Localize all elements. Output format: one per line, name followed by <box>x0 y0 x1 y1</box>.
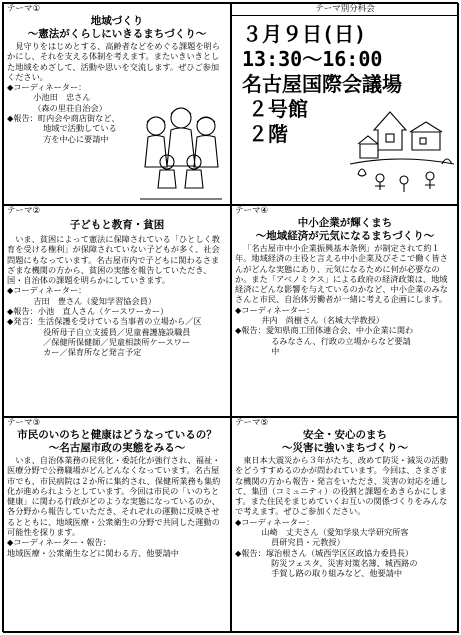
theme-3-body <box>4 455 230 558</box>
theme-3-subtitle: ～名古屋市政の実態をみる～ <box>48 442 186 454</box>
event-time: 13:30～16:00 <box>242 47 383 71</box>
theme-1-report-line3: 方を中心に要請中 <box>43 133 109 144</box>
theme-3-tag: テーマ③ <box>7 418 41 428</box>
theme-2-title: 子どもと教育・貧困 <box>69 219 165 231</box>
theme-3-description: いま、自治体業務の民営化・委託化が強行され、福祉・医療分野で公務職場がどんどんなくなっています。名古屋市でも、市民病院は２か所に集約され、保健所業務も集約化が進められようとしています。今回は市民の「いのちと健康」に関わる行政がどのような実態になっているのか、各分野から報告していただき、それぞれの運動に反映させるとともに、地域医療・公衆衛生の分野で共同した運動の可能性を探ります。 <box>7 455 221 538</box>
theme-4-description: 「名古屋市中小企業振興基本条例」が制定されて約１年。地域経済の主役と言える中小企業及びそこで働く皆さんがどんな実態にあり、元気になるために何が必要なのか。また「アベノミクス」による政府の経済政策は、地域経済にどんな影響を与えているのかなど、中小企業のみなさんと市民、自治体労働者が一緒に考える企画にします。 <box>235 243 448 305</box>
theme-4-report-line2: るみなさん、行政の立場からなど要請 <box>271 335 411 346</box>
theme-5-description: 東日本大震災から３年がたち、改めて防災・減災の活動をどうすすめるのかが問われています。今回は、さまざまな機関の方から報告・発言をいただき、災害の対応を通して、集団（コミュニティ）の役割と課題をあきらかにします。また住民をまじめていくお互いの関係づくりをみんなで考えます。ぜひご参加ください。 <box>235 455 448 517</box>
theme-3-panel <box>3 417 231 633</box>
theme-2-coordinator-label: ◆コーディネーター： <box>7 285 87 296</box>
theme-3-coordinator-label: ◆コーディネーター・報告： <box>7 537 111 548</box>
theme-1-tag: テーマ① <box>7 4 41 14</box>
theme-5-report: ◆報告：塚治根さん（城西学区区政協力委員長） <box>235 547 414 558</box>
event-building: ２号館 <box>248 97 308 121</box>
theme-3-title: 市民のいのちと健康はどうなっているの？ <box>17 429 217 441</box>
theme-5-report-line2: 防災フェスタ、災害対策名簿、城西路の <box>271 557 418 568</box>
theme-5-body <box>232 455 458 579</box>
event-date: ３月９日(日) <box>242 22 367 46</box>
theme-4-panel <box>231 205 459 417</box>
event-venue: 名古屋国際会議場 <box>242 72 402 96</box>
theme-3-report: 地域医療・公衆衛生などに関わる方、他要請中 <box>7 547 179 558</box>
theme-2-tag: テーマ② <box>7 206 41 216</box>
theme-5-title: 安全・安心のまち <box>303 429 387 441</box>
theme-1-title: 地域づくり <box>90 15 144 27</box>
theme-2-speakers-line4: カー／保育所など発言予定 <box>43 347 142 358</box>
theme-4-body <box>232 243 458 356</box>
theme-5-coordinator-name-line2: 員研究員・元教授） <box>271 537 345 548</box>
theme-5-panel <box>231 417 459 633</box>
theme-4-title: 中小企業が輝くまち <box>297 217 393 229</box>
theme-5-report-line3: 手賀し路の取り組みなど、他要請中 <box>271 568 403 579</box>
theme-2-body <box>4 234 230 358</box>
theme-4-coordinator-label: ◆コーディネーター： <box>235 304 315 315</box>
theme-4-tag: テーマ④ <box>235 206 269 216</box>
event-info-panel <box>231 3 459 205</box>
theme-5-coordinator-label: ◆コーディネーター： <box>235 516 315 527</box>
theme-1-coordinator-label: ◆コーディネーター： <box>7 82 87 93</box>
theme-2-speakers-line2: 役所母子自立支援員／児童養護施設職員 <box>43 326 191 337</box>
theme-1-description: 見守りをはじめとする、高齢者などをめぐる課題を明らかにし、それを支える体制を考えます。またいきいきとした地域をめざして、活動や思いを交流します。ぜひご参加ください。 <box>7 41 220 82</box>
theme-1-report: ◆報告：町内会や商店街など、 <box>7 113 120 124</box>
theme-1-coordinator-name: 小池田 忠さん <box>33 92 91 103</box>
theme-1-coordinator-org: （森の里荘自治会） <box>33 102 107 113</box>
theme-grid <box>2 2 458 632</box>
theme-2-coordinator-name: 吉田 豊さん（愛知学習協会員） <box>33 295 157 306</box>
theme-4-report: ◆報告：愛知県商工団体連合会、中小企業に関わ <box>235 325 414 336</box>
theme-1-subtitle: ～憲法がくらしにいきるまちづくり～ <box>27 28 207 40</box>
event-info-tag: テーマ別分科会 <box>232 4 458 16</box>
theme-2-report: ◆報告：小池 直人さん（ケースワーカー） <box>7 306 169 317</box>
town-illustration <box>350 104 454 198</box>
theme-5-coordinator-name: 山崎 丈夫さん（愛知学泉大学研究所客 <box>261 527 409 538</box>
theme-2-panel <box>3 205 231 417</box>
theme-4-report-line3: 中 <box>271 345 280 356</box>
theme-4-coordinator-name: 井内 尚樹さん（名城大学教授） <box>261 315 385 326</box>
family-illustration <box>134 104 228 202</box>
theme-5-tag: テーマ⑤ <box>235 418 269 428</box>
theme-4-subtitle: ～地域経済が元気になるまちづくり～ <box>255 230 435 242</box>
theme-2-speakers: ◆発言：生活保護を受けている当事者の立場から／区 <box>7 316 202 327</box>
event-floor: ２階 <box>248 122 288 146</box>
theme-5-subtitle: ～災害に強いまちづくり～ <box>282 442 408 454</box>
theme-2-description: いま、貧困によって憲法に保障されている「ひとしく教育を受ける権利」が保障されていない子どもが多く、社会問題にもなっています。名古屋市内で子どもに関わるさまざまな機関の方から、貧困の実態を報告していただき、国・自治体の課題を明らかにしていきます。 <box>7 234 220 286</box>
theme-1-panel <box>3 3 231 205</box>
theme-1-report-line2: 地域で活動している <box>43 123 117 134</box>
theme-2-speakers-line3: ／保健所保健師／児童相談所ケースワー <box>43 336 191 347</box>
